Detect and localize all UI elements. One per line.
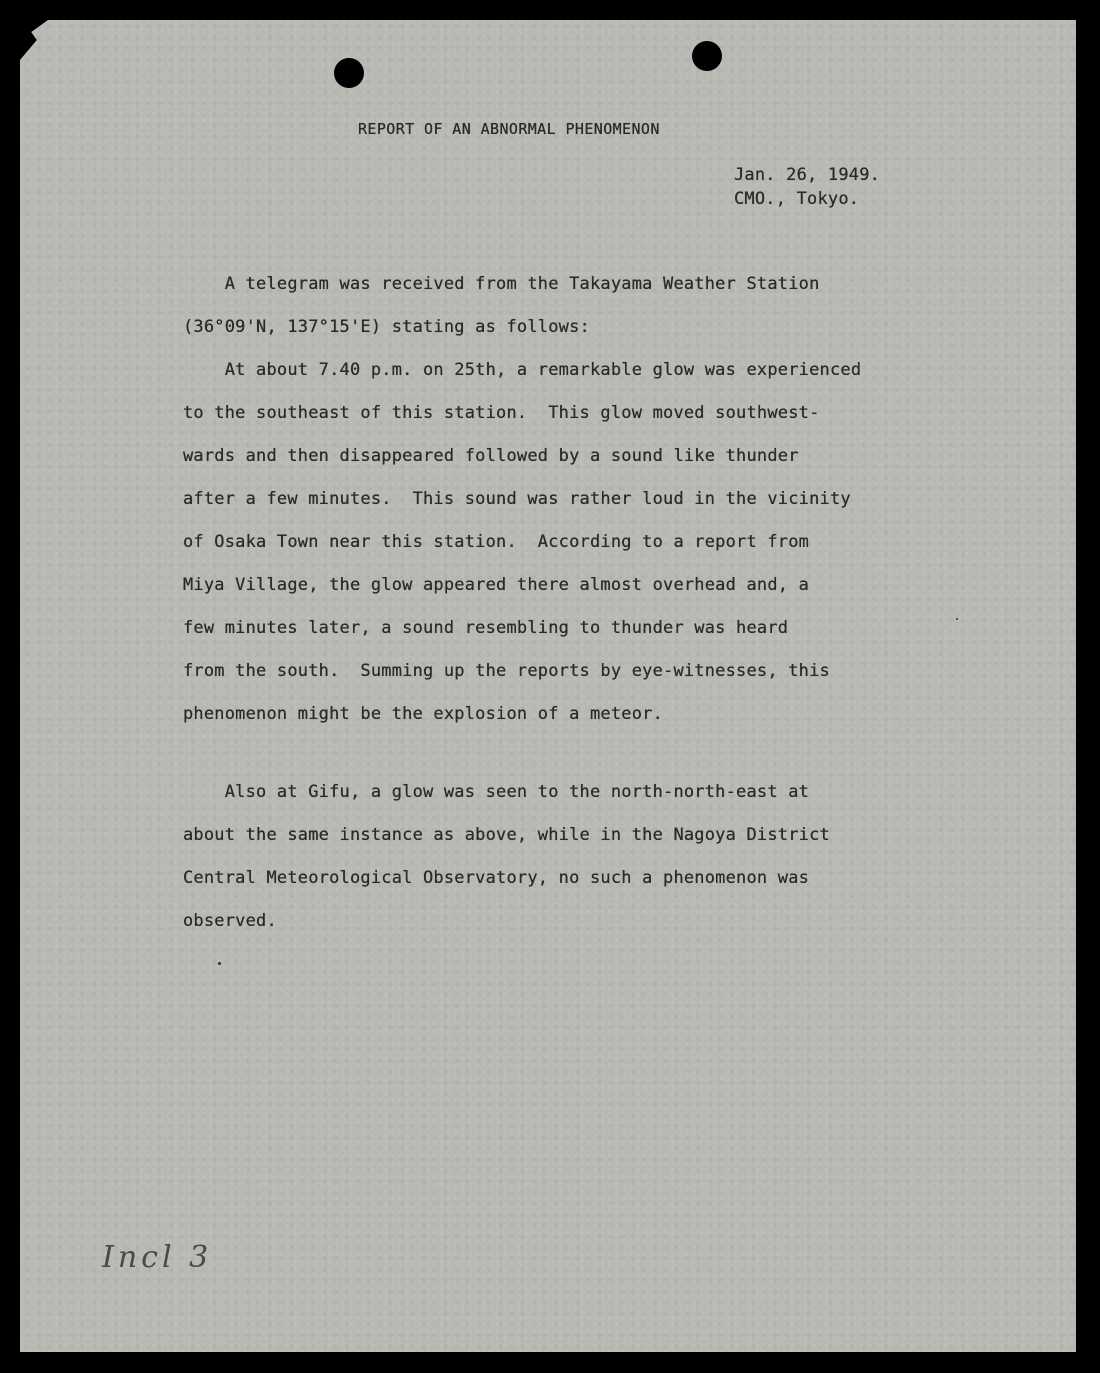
text-line: Miya Village, the glow appeared there almost overhead and, a [183,575,810,595]
text-line: after a few minutes. This sound was rather loud in the vicinity [183,489,851,509]
text-line: of Osaka Town near this station. According to a report from [183,532,810,552]
text-line: from the south. Summing up the reports by eye-witnesses, this [183,661,830,681]
ink-speck [218,962,221,965]
text-line: wards and then disappeared followed by a sound like thunder [183,446,799,466]
origin-line: CMO., Tokyo. [734,189,860,209]
text-line: phenomenon might be the explosion of a meteor. [183,704,664,724]
date-line: Jan. 26, 1949. [734,165,881,185]
text-line: Also at Gifu, a glow was seen to the north-north-east at [183,782,810,802]
text-line: (36°09'N, 137°15'E) stating as follows: [183,317,590,337]
date-block [734,163,880,211]
text-line: to the southeast of this station. This glow moved southwest- [183,403,820,423]
text-line: about the same instance as above, while in the Nagoya District [183,825,830,845]
text-line: few minutes later, a sound resembling to thunder was heard [183,618,789,638]
document-page [20,20,1076,1352]
punch-hole-left [334,58,364,88]
text-line: At about 7.40 p.m. on 25th, a remarkable glow was experienced [183,360,862,380]
torn-corner [20,20,48,60]
text-line: A telegram was received from the Takayama Weather Station [183,274,820,294]
paragraph-3 [183,728,830,1029]
text-line: observed. [183,911,277,931]
text-line: Central Meteorological Observatory, no such a phenomenon was [183,868,810,888]
handwritten-note: Incl 3 [102,1240,213,1275]
document-title: REPORT OF AN ABNORMAL PHENOMENON [358,120,660,138]
ink-speck [956,618,958,620]
punch-hole-right [692,41,722,71]
